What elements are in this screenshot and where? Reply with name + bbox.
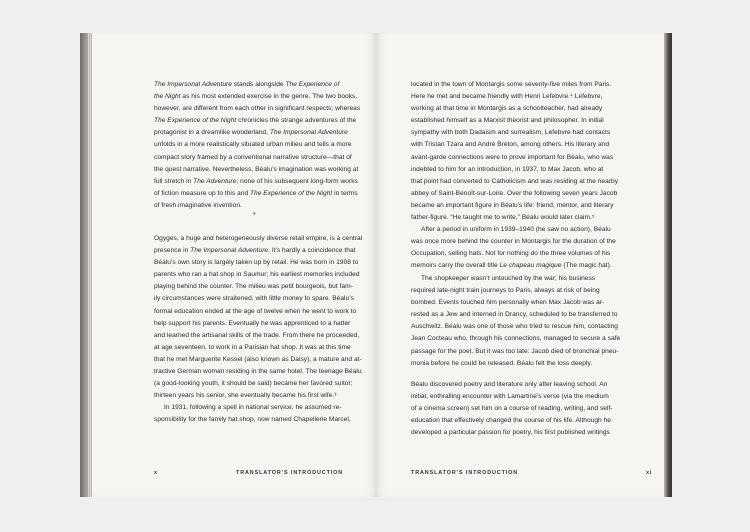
text-line (411, 309, 620, 321)
text-run: in terms (332, 189, 358, 197)
text-line (154, 164, 360, 176)
text-line (411, 188, 618, 200)
text-run: at age seventeen, to work in a Parisian hat shop. It was at this time (154, 343, 351, 351)
text-line (154, 115, 360, 127)
text-run: and learned the artisanal skills of the trade. From there he proceeded, (154, 331, 360, 339)
text-line (411, 91, 618, 103)
text-run: tractive German woman residing in the same hotel. The teenage Béalu (154, 368, 362, 376)
text-run: Auschwitz. Béalu was one of those who tried to rescue him, contacting (411, 323, 618, 331)
text-line (411, 346, 620, 358)
text-line (154, 79, 360, 91)
page-block-edge-right (664, 33, 672, 497)
text-run: established himself as a Marxist theorist and philosopher. In initial (411, 117, 604, 125)
text-line (411, 379, 613, 391)
text-line (411, 200, 618, 212)
text-run: monia before he could be released. Béalu felt the loss deeply. (411, 359, 593, 367)
text-run: rested as a Jew and interned in Drancy, scheduled to be transferred to (411, 311, 618, 319)
text-run: help support his parents. Eventually he was apprenticed to a hatter (154, 319, 351, 327)
text-run: education that effectively changed the course of his life. Although he (411, 417, 611, 425)
text-run: bombed. Events touched him personally when Max Jacob was ar- (411, 299, 605, 307)
text-run: Ogyges, a huge and heterogeneously diverse retail empire, is a central (154, 235, 363, 242)
text-run: ily circumstances were straitened, with little money to spare. Béalu’s (154, 295, 354, 303)
text-line (154, 91, 360, 103)
text-run: Here he met and became friendly with Henri Lefebvre.⁴ Lefebvre, (411, 93, 603, 101)
right-paragraph-1 (411, 79, 618, 224)
text-line (411, 236, 616, 248)
text-line (154, 139, 360, 151)
text-run: Jean Cocteau who, through his connections, managed to secure a safe (411, 335, 621, 343)
right-page (376, 33, 664, 497)
text-run: After a period in uniform in 1939–1940 (he saw no action), Béalu (421, 226, 611, 233)
text-run: the quest narrative. Nevertheless, Béalu’s imagination was working at (154, 165, 359, 173)
page-block-edge-left (80, 33, 92, 497)
left-paragraph-2 (154, 233, 362, 402)
text-run: was once more behind the counter in Montargis for the duration of the (411, 238, 616, 246)
text-line (411, 285, 620, 297)
text-run: . It’s hardly a coincidence that (268, 247, 356, 255)
text-run: memoirs carry the overall title (411, 262, 500, 270)
text-run: of fresh imaginative invention. (154, 201, 242, 209)
text-run: (a good-looking youth, it should be said) became her favored suitor; (154, 380, 353, 388)
text-run: In 1931, following a spell in national service, he assumed re- (164, 404, 342, 411)
text-line (411, 321, 620, 333)
text-line (154, 414, 351, 426)
italic-title-run: The Experience of the Night (249, 189, 333, 197)
text-line (411, 260, 616, 272)
text-line (154, 152, 360, 164)
text-line (411, 273, 620, 285)
text-run: sponsibility for the family hat shop, now named Chapellerie Marcel, (154, 416, 351, 424)
text-run: thirteen years his senior, she eventually became his first wife.³ (154, 392, 337, 400)
text-run: with Tristan Tzara and André Breton, among others. His literary and (411, 141, 610, 149)
text-run: located in the town of Montargis some seventy-five miles from Paris. (411, 81, 612, 88)
text-line (154, 342, 362, 354)
text-run: father-figure. “He taught me to write,” Béalu would later claim.⁵ (411, 214, 595, 222)
left-paragraph-1 (154, 79, 360, 212)
italic-title-run: The Experience of (285, 81, 340, 88)
text-run: unfolds in a more realistically situated urban milieu and tells a more (154, 141, 352, 149)
text-line (154, 281, 362, 293)
text-run: required late-night train journeys to Paris, always at risk of being (411, 287, 600, 295)
text-line (154, 378, 362, 390)
italic-title-run: Le chapeau magique (499, 262, 562, 270)
italic-title-run: The Impersonal Adventure (154, 81, 232, 88)
text-line (411, 224, 616, 236)
text-line (411, 152, 618, 164)
text-line (154, 188, 360, 200)
left-running-head: TRANSLATOR’S INTRODUCTION (236, 470, 344, 476)
text-line (411, 115, 618, 127)
text-line (154, 354, 362, 366)
text-line (411, 139, 618, 151)
text-run: full stretch in (154, 177, 194, 185)
text-line (154, 318, 362, 330)
text-run: indebted to him for an introduction, in 1937, to Max Jacob, who at (411, 165, 604, 173)
text-line (154, 257, 362, 269)
text-run: of a cinema screen) set him on a course of reading, writing, and self- (411, 405, 613, 413)
text-run: abbey of Saint-Benoît-sur-Loire. Over the following seven years Jacob (411, 189, 618, 197)
text-line (154, 269, 362, 281)
right-paragraph-2 (411, 224, 616, 272)
text-line (411, 103, 618, 115)
text-run: parents who ran a hat shop in Saumur; his earliest memories included (154, 271, 360, 279)
italic-title-run: The Impersonal Adventure (190, 247, 269, 255)
text-line (411, 164, 618, 176)
text-line (411, 79, 618, 91)
text-line (154, 293, 362, 305)
section-break-asterisk: * (253, 212, 256, 219)
text-line (154, 233, 362, 245)
open-book (80, 33, 672, 497)
right-running-head: TRANSLATOR’S INTRODUCTION (411, 470, 519, 476)
text-line (411, 248, 616, 260)
text-run: formal education ended at the age of twelve when he went to work to (154, 307, 357, 315)
text-run: Béalu’s own story is largely taken up by retail. He was born in 1908 to (154, 259, 359, 267)
text-run: passage for the poet. But it was too late: Jacob died of bronchial pneu- (411, 347, 619, 355)
text-line (411, 391, 613, 403)
text-line (154, 306, 362, 318)
text-run: developed a particular passion for poetry, his first published writings (411, 429, 610, 437)
right-paragraph-3 (411, 273, 620, 370)
text-run: chronicles the strange adventures of the (236, 117, 357, 125)
right-paragraph-4 (411, 379, 613, 439)
text-line (154, 176, 360, 188)
text-line (411, 212, 618, 224)
right-page-number: xi (646, 470, 653, 476)
text-run: initial, enthralling encounter with Lamartine’s verse (via the medium (411, 393, 609, 401)
text-line (154, 127, 360, 139)
text-run: Occupation, selling hats. Not for nothing do the three volumes of his (411, 250, 611, 258)
text-run: became an important figure in Béalu’s life: friend, mentor, and literary (411, 201, 614, 209)
text-run: presence in (154, 247, 191, 255)
text-run: sympathy with both Dadaism and surrealism, Lefebvre had contacts (411, 129, 611, 137)
text-line (411, 297, 620, 309)
text-run: avant-garde connections were to prove important for Béalu, who was (411, 153, 614, 161)
text-run: of fiction measure up to this and (154, 189, 250, 197)
text-run: ; none of his subsequent long-form works (236, 177, 358, 185)
text-line (411, 415, 613, 427)
left-paragraph-3 (154, 402, 351, 426)
text-run: Béalu discovered poetry and literature only after leaving school. An (411, 381, 608, 388)
text-run: compact story framed by a conventional narrative structure—that of (154, 153, 352, 161)
text-line (154, 330, 362, 342)
text-run: protagonist in a dreamlike wonderland, (154, 129, 270, 137)
text-run: The shopkeeper wasn’t untouched by the war; his business (421, 275, 596, 282)
text-run: (The magic hat). (561, 262, 612, 270)
text-run: that point had converted to Catholicism and was residing at the nearby (411, 177, 619, 185)
text-line (154, 245, 362, 257)
left-page-number: x (154, 470, 158, 476)
italic-title-run: The Impersonal Adventure (269, 129, 348, 137)
text-run: working at that time in Montargis as a schoolteacher, had already (411, 105, 603, 113)
text-run: as his most extended exercise in the genre. The two books, (180, 93, 358, 101)
text-line (154, 103, 360, 115)
text-run: that he met Marguerite Kessel (also known as Daisy), a mature and at- (154, 355, 362, 363)
text-line (411, 403, 613, 415)
text-line (411, 176, 618, 188)
text-run: stands alongside (231, 81, 286, 88)
text-run: however, are different from each other in significant respects; whereas (154, 105, 361, 113)
text-line (411, 358, 620, 370)
text-line (411, 333, 620, 345)
text-line (411, 427, 613, 439)
text-line (154, 390, 362, 402)
text-line (154, 366, 362, 378)
italic-title-run: the Night (154, 93, 181, 101)
text-run: playing behind the counter. The milieu was petit bourgeois, but fam- (154, 283, 353, 291)
text-line (154, 200, 360, 212)
italic-title-run: The Experience of the Night (154, 117, 237, 125)
left-page (92, 33, 376, 497)
text-line (154, 402, 351, 414)
text-line (411, 127, 618, 139)
italic-title-run: The Adventure (193, 177, 237, 185)
